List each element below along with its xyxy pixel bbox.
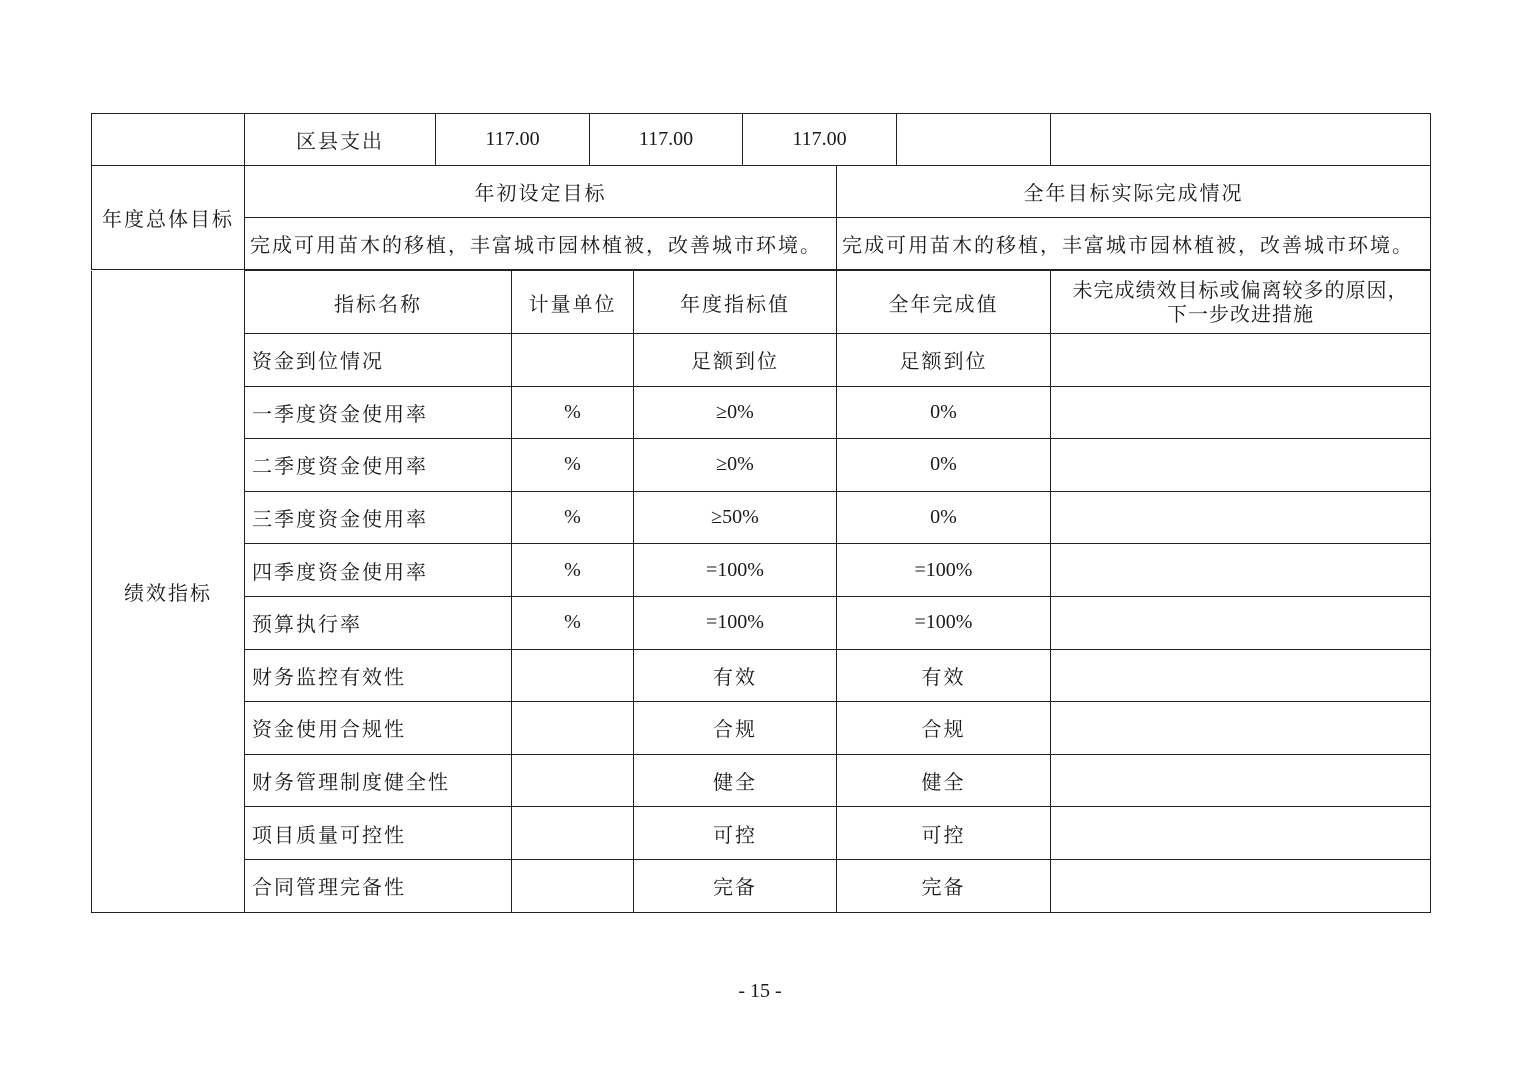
indicator-name: 财务管理制度健全性 xyxy=(245,754,512,807)
indicator-reason xyxy=(1051,491,1431,544)
indicator-target: 合规 xyxy=(634,702,837,755)
indicator-name: 资金到位情况 xyxy=(245,334,512,387)
indicator-unit xyxy=(512,649,634,702)
indicator-target: ≥50% xyxy=(634,491,837,544)
table-row xyxy=(92,859,1431,912)
indicator-reason xyxy=(1051,649,1431,702)
indicator-name: 预算执行率 xyxy=(245,596,512,649)
page-number: - 15 - xyxy=(738,980,782,1002)
header-actual-value: 全年完成值 xyxy=(837,271,1051,334)
budget-value-4 xyxy=(897,114,1051,166)
performance-indicator-table xyxy=(91,270,1431,913)
indicator-actual: 0% xyxy=(837,491,1051,544)
goal-header-row xyxy=(92,166,1431,218)
indicator-reason xyxy=(1051,544,1431,597)
budget-row-blank-cell xyxy=(92,114,245,166)
indicator-name: 二季度资金使用率 xyxy=(245,439,512,492)
indicator-unit xyxy=(512,807,634,860)
indicator-unit xyxy=(512,754,634,807)
header-unit: 计量单位 xyxy=(512,271,634,334)
planned-goal-text: 完成可用苗木的移植，丰富城市园林植被，改善城市环境。 xyxy=(245,218,837,270)
table-row xyxy=(92,702,1431,755)
indicator-reason xyxy=(1051,859,1431,912)
performance-header-row xyxy=(92,271,1431,334)
table-row xyxy=(92,386,1431,439)
header-reason-line-2: 下一步改进措施 xyxy=(1167,302,1314,326)
indicator-reason xyxy=(1051,754,1431,807)
indicator-target: 完备 xyxy=(634,859,837,912)
table-row xyxy=(92,439,1431,492)
table-row xyxy=(92,754,1431,807)
indicator-unit: % xyxy=(512,596,634,649)
budget-value-3: 117.00 xyxy=(743,114,897,166)
indicator-unit: % xyxy=(512,491,634,544)
indicator-name: 项目质量可控性 xyxy=(245,807,512,860)
performance-section-label: 绩效指标 xyxy=(92,271,245,913)
indicator-name: 合同管理完备性 xyxy=(245,859,512,912)
indicator-actual: 可控 xyxy=(837,807,1051,860)
budget-value-1: 117.00 xyxy=(436,114,590,166)
budget-row-label: 区县支出 xyxy=(245,114,436,166)
indicator-actual: 0% xyxy=(837,439,1051,492)
indicator-unit: % xyxy=(512,544,634,597)
indicator-reason xyxy=(1051,807,1431,860)
indicator-target: ≥0% xyxy=(634,439,837,492)
table-row xyxy=(92,491,1431,544)
indicator-actual: 足额到位 xyxy=(837,334,1051,387)
table-row xyxy=(92,544,1431,597)
header-annual-target: 年度指标值 xyxy=(634,271,837,334)
indicator-name: 资金使用合规性 xyxy=(245,702,512,755)
goal-text-row xyxy=(92,218,1431,270)
table-row xyxy=(92,649,1431,702)
indicator-target: 健全 xyxy=(634,754,837,807)
indicator-name: 三季度资金使用率 xyxy=(245,491,512,544)
header-reason xyxy=(1051,271,1431,334)
indicator-actual: 完备 xyxy=(837,859,1051,912)
indicator-reason xyxy=(1051,596,1431,649)
planned-goal-header: 年初设定目标 xyxy=(245,166,837,218)
indicator-actual: =100% xyxy=(837,596,1051,649)
indicator-actual: 合规 xyxy=(837,702,1051,755)
table-row xyxy=(92,807,1431,860)
actual-goal-header: 全年目标实际完成情况 xyxy=(837,166,1431,218)
indicator-name: 一季度资金使用率 xyxy=(245,386,512,439)
header-reason-line-1: 未完成绩效目标或偏离较多的原因， xyxy=(1072,278,1409,302)
indicator-unit xyxy=(512,334,634,387)
budget-row xyxy=(92,114,1431,166)
indicator-name: 财务监控有效性 xyxy=(245,649,512,702)
indicator-reason xyxy=(1051,439,1431,492)
budget-and-goal-table xyxy=(91,113,1431,270)
indicator-target: 足额到位 xyxy=(634,334,837,387)
indicator-reason xyxy=(1051,702,1431,755)
indicator-unit xyxy=(512,859,634,912)
indicator-target: =100% xyxy=(634,596,837,649)
table-row xyxy=(92,334,1431,387)
indicator-unit: % xyxy=(512,386,634,439)
actual-goal-text: 完成可用苗木的移植，丰富城市园林植被，改善城市环境。 xyxy=(837,218,1431,270)
indicator-target: ≥0% xyxy=(634,386,837,439)
indicator-target: 有效 xyxy=(634,649,837,702)
annual-goal-label: 年度总体目标 xyxy=(92,166,245,270)
table-row xyxy=(92,596,1431,649)
indicator-actual: 有效 xyxy=(837,649,1051,702)
indicator-unit xyxy=(512,702,634,755)
indicator-name: 四季度资金使用率 xyxy=(245,544,512,597)
indicator-reason xyxy=(1051,386,1431,439)
indicator-actual: =100% xyxy=(837,544,1051,597)
indicator-reason xyxy=(1051,334,1431,387)
indicator-unit: % xyxy=(512,439,634,492)
indicator-target: 可控 xyxy=(634,807,837,860)
indicator-actual: 0% xyxy=(837,386,1051,439)
indicator-target: =100% xyxy=(634,544,837,597)
header-indicator-name: 指标名称 xyxy=(245,271,512,334)
indicator-actual: 健全 xyxy=(837,754,1051,807)
budget-value-2: 117.00 xyxy=(590,114,743,166)
budget-value-5 xyxy=(1051,114,1431,166)
